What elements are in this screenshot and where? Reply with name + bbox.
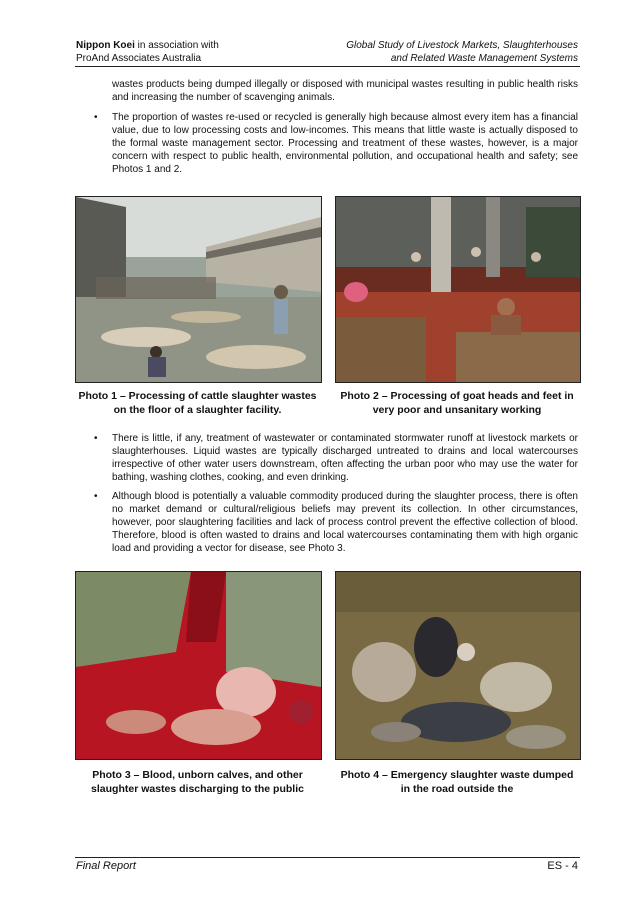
header-left bbox=[76, 39, 219, 65]
page-number: ES - 4 bbox=[547, 860, 578, 872]
caption-photo-3: Photo 3 – Blood, unborn calves, and other slaughter wastes discharging to the public bbox=[91, 769, 304, 795]
header-right bbox=[346, 39, 578, 65]
footer-report-label: Final Report bbox=[76, 860, 136, 872]
bullet-marker: • bbox=[94, 433, 98, 444]
bullet-text-1: The proportion of wastes re-used or recycled is generally high because almost every item has a financial value, due to low processing costs and low-incomes. This means that little waste is actually disposed to the formal waste management sector. Processing and treatment of these wastes, however, is a major concern with respect to public health, environmental pollution, and occupational health and safety; see Photos 1 and 2. bbox=[112, 112, 578, 175]
photo-2-goat-heads bbox=[335, 196, 581, 383]
bullet-text-2: There is little, if any, treatment of wastewater or contaminated stormwater runoff at livestock markets or slaughterhouses. Liquid wastes are typically discharged untreated to drains and local watercourses irrespective of other water users downstream, often affecting the urban poor who may use the water for bathing, washing clothes, cooking, and even drinking. bbox=[112, 433, 578, 483]
company-name: Nippon Koei bbox=[76, 40, 135, 51]
paragraph-continued: wastes products being dumped illegally or disposed with municipal wastes resulting in public health risks and increasing the number of scavenging animals. bbox=[112, 79, 578, 103]
caption-photo-1: Photo 1 – Processing of cattle slaughter wastes on the floor of a slaughter facility. bbox=[78, 390, 317, 416]
bullet-marker: • bbox=[94, 491, 98, 502]
bullet-marker: • bbox=[94, 112, 98, 123]
report-title-line1: Global Study of Livestock Markets, Slaughterhouses bbox=[346, 40, 578, 51]
partner-name: ProAnd Associates Australia bbox=[76, 53, 202, 64]
header-rule bbox=[75, 66, 580, 67]
footer-rule bbox=[75, 857, 580, 858]
caption-photo-2: Photo 2 – Processing of goat heads and feet in very poor and unsanitary working bbox=[340, 390, 574, 416]
photo-1-cattle-waste bbox=[75, 196, 322, 383]
bullet-text-3: Although blood is potentially a valuable commodity produced during the slaughter process, there is often no market demand or cultural/religious beliefs may prevent its collection. In other circumstances, however, poor slaughtering facilities and lack of process control prevent the effective collection of blood. Therefore, blood is often wasted to drains and local watercourses contaminating them with high organic load and providing a vector for disease, see Photo 3. bbox=[112, 491, 578, 554]
caption-photo-4: Photo 4 – Emergency slaughter waste dumped in the road outside the bbox=[340, 769, 574, 795]
photo-3-blood-waste bbox=[75, 571, 322, 760]
report-title-line2: and Related Waste Management Systems bbox=[390, 53, 578, 64]
photo-4-roadside-waste bbox=[335, 571, 581, 760]
association-text: in association with bbox=[137, 40, 219, 51]
